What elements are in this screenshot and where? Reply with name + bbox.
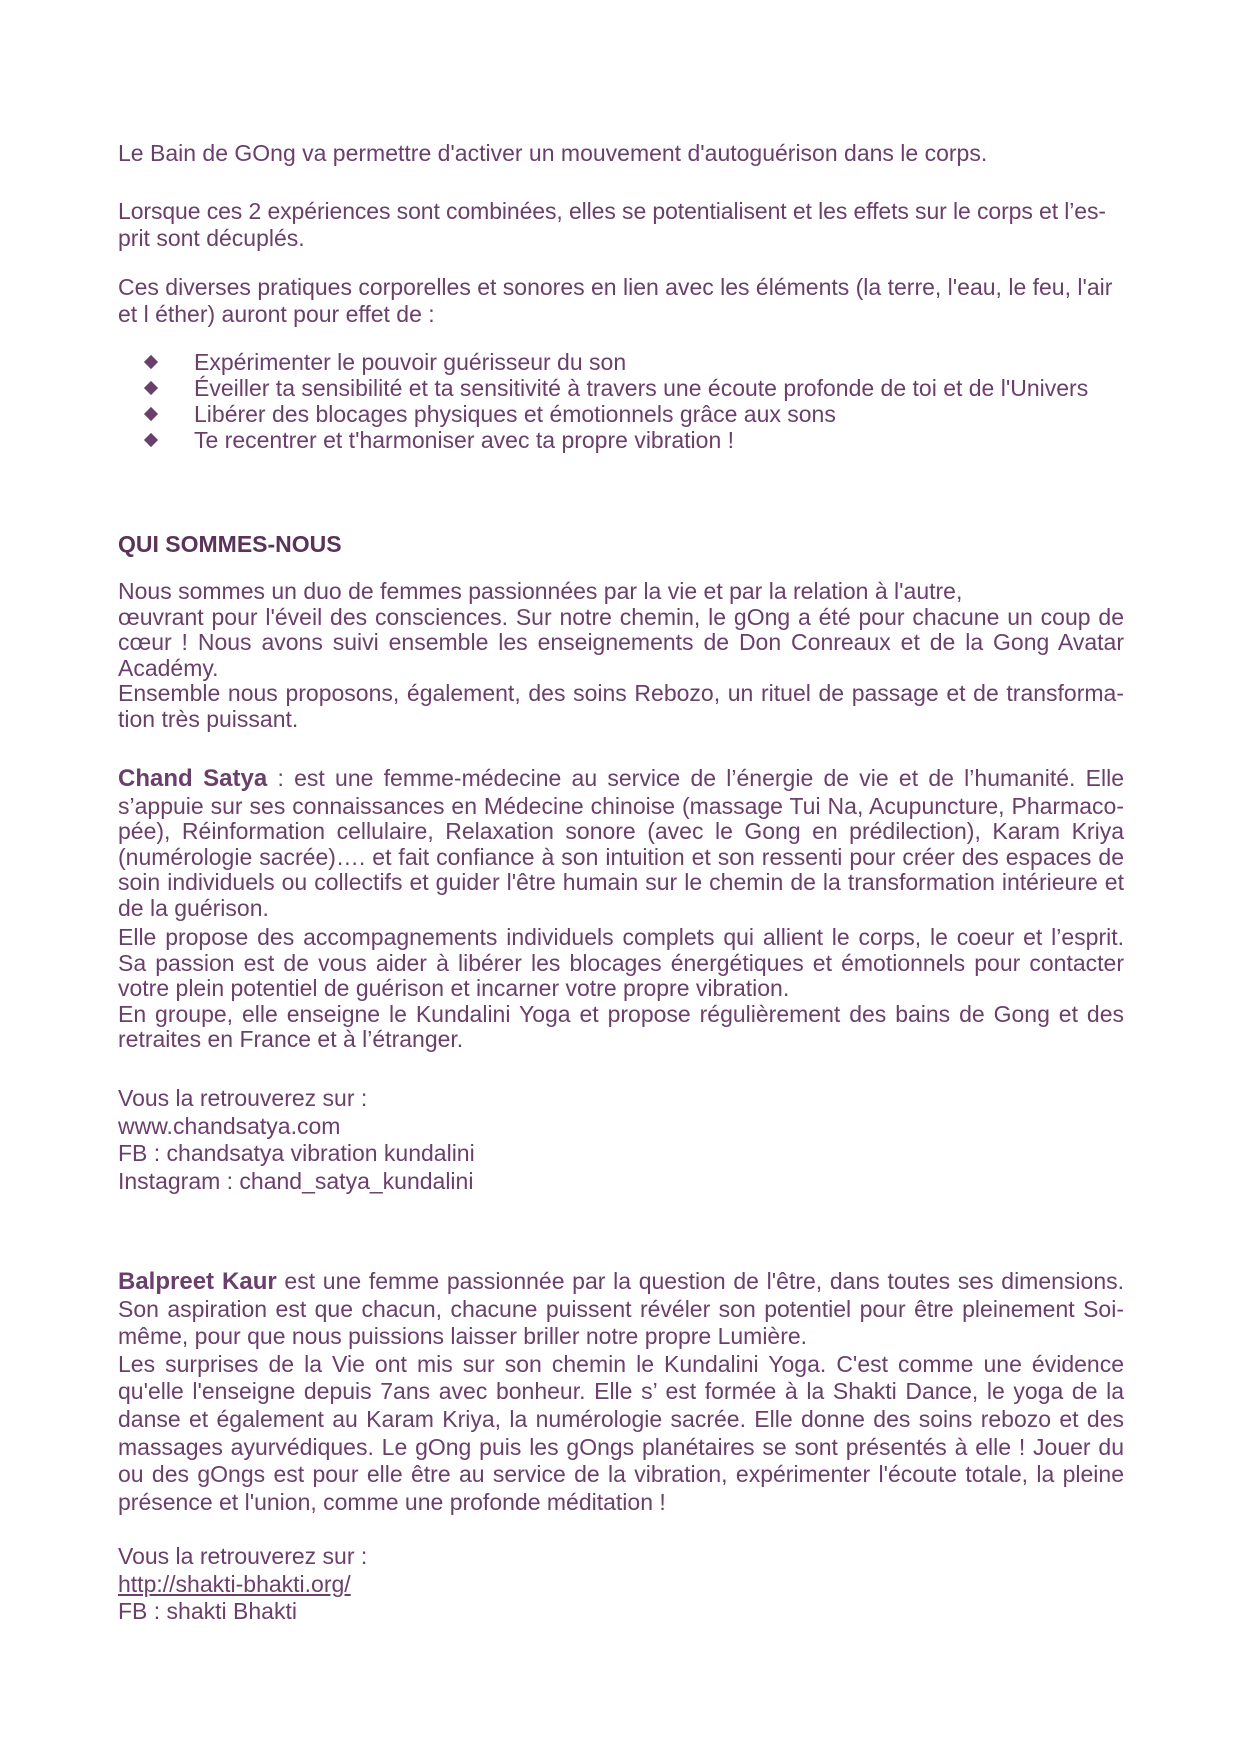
about-line: Ensemble nous proposons, également, des soins Rebozo, un rituel de passage et de transforma- (118, 680, 1124, 706)
list-item: Te recentrer et t'harmoniser avec ta propre vibration ! (118, 427, 1124, 453)
benefits-list (118, 349, 1124, 453)
bio-line: Sa passion est de vous aider à libérer les blocages énergétiques et émotionnels pour contacter (118, 949, 1124, 976)
bio-line: même, pour que nous puissions laisser briller notre propre Lumière. (118, 1323, 808, 1350)
balpreet-contact (118, 1543, 1124, 1626)
about-line: Nous sommes un duo de femmes passionnées par la vie et par la relation à l'autre, (118, 578, 963, 604)
about-line: tion très puissant. (118, 705, 299, 732)
bio-line: qu'elle l'enseigne depuis 7ans avec bonheur. Elle s’ est formée à la Shakti Dance, le yoga de la (118, 1378, 1124, 1405)
person-name: Chand Satya (118, 765, 268, 792)
diamond-bullet-icon (144, 381, 158, 395)
bio-line: retraites en France et à l’étranger. (118, 1026, 464, 1052)
balpreet-kaur-bio (118, 1268, 1124, 1516)
bio-line: danse et également au Karam Kriya, la numérologie sacrée. Elle donne des soins rebozo et des (118, 1405, 1124, 1432)
website-link[interactable]: http://shakti-bhakti.org/ (118, 1570, 351, 1597)
person-name: Balpreet Kaur (118, 1268, 277, 1295)
website-link[interactable]: www.chandsatya.com (118, 1112, 341, 1139)
intro-text-2b: prit sont décuplés. (118, 225, 305, 251)
bio-line: Les surprises de la Vie ont mis sur son chemin le Kundalini Yoga. C'est comme une évidence (118, 1350, 1124, 1377)
diamond-bullet-icon (144, 433, 158, 447)
intro-paragraph-1 (118, 140, 1124, 167)
intro-paragraph-2 (118, 198, 1124, 252)
facebook-text: FB : shakti Bhakti (118, 1598, 297, 1624)
about-line: œuvrant pour l'éveil des consciences. Sur notre chemin, le gOng a été pour chacune un coup de (118, 603, 1124, 630)
contact-label: Vous la retrouverez sur : (118, 1543, 368, 1569)
about-line: cœur ! Nous avons suivi ensemble les enseignements de Don Conreaux et de la Gong Avatar (118, 629, 1124, 655)
intro-text-2a: Lorsque ces 2 expériences sont combinées, elles se potentialisent et les effets sur le corps et l’es- (118, 198, 1106, 224)
diamond-bullet-icon (144, 407, 158, 421)
bio-line: massages ayurvédiques. Le gOng puis les gOngs planétaires se sont présentés à elle ! Jouer du (118, 1433, 1124, 1460)
chand-satya-bio (118, 766, 1124, 1053)
chand-contact (118, 1085, 1124, 1195)
bio-line: (numérologie sacrée)…. et fait confiance à son intuition et son ressenti pour créer des espaces de (118, 843, 1124, 870)
bio-line: de la guérison. (118, 894, 269, 921)
bio-line: pée), Réinformation cellulaire, Relaxation sonore (avec le Gong en prédilection), Karam Kriya (118, 818, 1124, 844)
balpreet-intro-line: Balpreet Kaur est une femme passionnée par la question de l'être, dans toutes ses dimensions. (118, 1268, 1125, 1295)
list-item: Expérimenter le pouvoir guérisseur du son (118, 349, 1124, 375)
bio-line: Elle propose des accompagnements individuels complets qui allient le corps, le coeur et l’esprit. (118, 924, 1124, 950)
chand-intro-line: Chand Satya : est une femme-médecine au service de l’énergie de vie et de l’humanité. Elle (118, 765, 1124, 792)
about-paragraph (118, 579, 1124, 732)
intro-paragraph-3 (118, 274, 1124, 328)
section-heading: QUI SOMMES-NOUS (118, 531, 342, 557)
diamond-bullet-icon (144, 355, 158, 369)
contact-label: Vous la retrouverez sur : (118, 1085, 368, 1111)
list-item: Éveiller ta sensibilité et ta sensitivité à travers une écoute profonde de toi et de l'Univers (118, 375, 1124, 401)
about-line: Académy. (118, 654, 219, 681)
about-heading-block (118, 531, 1124, 558)
intro-text-3b: et l éther) auront pour effet de : (118, 301, 435, 327)
list-item: Libérer des blocages physiques et émotionnels grâce aux sons (118, 401, 1124, 427)
intro-text-1: Le Bain de GOng va permettre d'activer un mouvement d'autoguérison dans le corps. (118, 140, 988, 166)
instagram-text: Instagram : chand_satya_kundalini (118, 1167, 474, 1194)
bio-line: présence et l'union, comme une profonde méditation ! (118, 1488, 666, 1515)
bio-line: ou des gOngs est pour elle être au service de la vibration, expérimenter l'écoute totale, la pleine (118, 1461, 1124, 1488)
bio-line: Son aspiration est que chacun, chacune puissent révéler son potentiel pour être pleinement Soi- (118, 1295, 1124, 1322)
bio-line: soin individuels ou collectifs et guider l'être humain sur le chemin de la transformation intérieure et (118, 869, 1124, 895)
bio-line: votre plein potentiel de guérison et incarner votre propre vibration. (118, 975, 790, 1001)
bio-line: En groupe, elle enseigne le Kundalini Yoga et propose régulièrement des bains de Gong et des (118, 1000, 1124, 1027)
facebook-text: FB : chandsatya vibration kundalini (118, 1140, 475, 1166)
intro-text-3a: Ces diverses pratiques corporelles et sonores en lien avec les éléments (la terre, l'eau, le feu, l'air (118, 274, 1113, 300)
bio-line: s’appuie sur ses connaissances en Médecine chinoise (massage Tui Na, Acupuncture, Pharmaco- (118, 792, 1124, 819)
